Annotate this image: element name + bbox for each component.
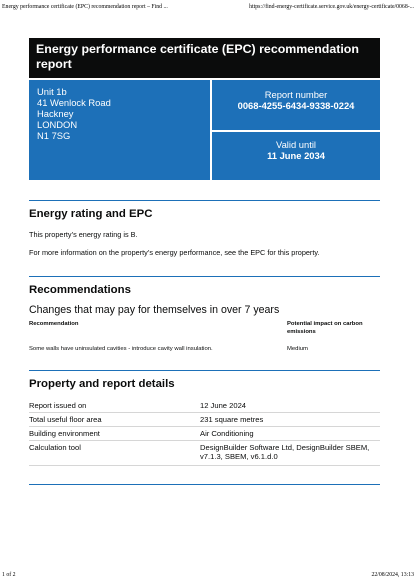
col-impact: Potential impact on carbon emissions <box>287 321 363 335</box>
report-meta <box>212 80 380 180</box>
impact-cell: Medium <box>287 346 308 352</box>
bottom-divider <box>29 484 380 485</box>
table-row <box>29 336 380 353</box>
report-page <box>29 38 380 485</box>
details-row <box>29 399 380 413</box>
energy-rating-heading: Energy rating and EPC <box>29 208 153 220</box>
valid-until-value: 11 June 2034 <box>267 150 325 161</box>
print-header-title: Energy performance certificate (EPC) recommendation report – Find ... <box>2 4 168 10</box>
recommendations-table <box>29 320 380 353</box>
details-key: Calculation tool <box>29 443 81 452</box>
details-value: 231 square metres <box>200 415 264 424</box>
recommendations-section <box>29 276 380 353</box>
address-line: 41 Wenlock Road <box>37 96 111 108</box>
energy-rating-text: This property’s energy rating is B. <box>29 230 138 239</box>
print-timestamp: 22/08/2024, 13:13 <box>371 572 414 578</box>
details-section <box>29 370 380 466</box>
print-header-url[interactable]: https://find-energy-certificate.service.gov.uk/energy-certificate/0068-... <box>249 4 414 10</box>
print-header <box>2 4 414 14</box>
details-value: Air Conditioning <box>200 429 254 438</box>
address-line: Hackney <box>37 107 74 119</box>
recommendations-heading: Recommendations <box>29 284 131 296</box>
col-recommendation: Recommendation <box>29 321 79 327</box>
valid-until-box <box>212 132 380 180</box>
details-key: Total useful floor area <box>29 415 102 424</box>
details-value: 12 June 2024 <box>200 401 247 410</box>
details-key: Building environment <box>29 429 100 438</box>
report-number-value: 0068-4255-6434-9338-0224 <box>237 100 355 111</box>
recommendation-cell: Some walls have uninsulated cavities - introduce cavity wall insulation. <box>29 346 213 352</box>
summary-panel <box>29 80 380 180</box>
energy-rating-section <box>29 200 380 258</box>
details-list <box>29 399 380 466</box>
details-key: Report issued on <box>29 401 87 410</box>
property-address <box>29 80 210 180</box>
details-heading: Property and report details <box>29 378 175 390</box>
print-footer <box>2 572 414 582</box>
energy-rating-more-info: For more information on the property’s energy performance, see the EPC for this property. <box>29 248 320 257</box>
report-number-label: Report number <box>264 89 328 100</box>
details-row <box>29 441 380 466</box>
address-line: N1 7SG <box>37 129 71 141</box>
details-row <box>29 427 380 441</box>
details-value: DesignBuilder Software Ltd, DesignBuilder SBEM, v7.1.3, SBEM, v6.1.d.0 <box>200 443 370 461</box>
recommendations-subheading: Changes that may pay for themselves in over 7 years <box>29 304 280 316</box>
address-line: Unit 1b <box>37 86 67 97</box>
page-title: Energy performance certificate (EPC) recommendation report <box>29 38 380 78</box>
address-line: LONDON <box>37 118 78 130</box>
page-count: 1 of 2 <box>2 572 16 578</box>
valid-until-label: Valid until <box>276 139 316 150</box>
details-row <box>29 413 380 427</box>
report-number-box <box>212 80 380 130</box>
